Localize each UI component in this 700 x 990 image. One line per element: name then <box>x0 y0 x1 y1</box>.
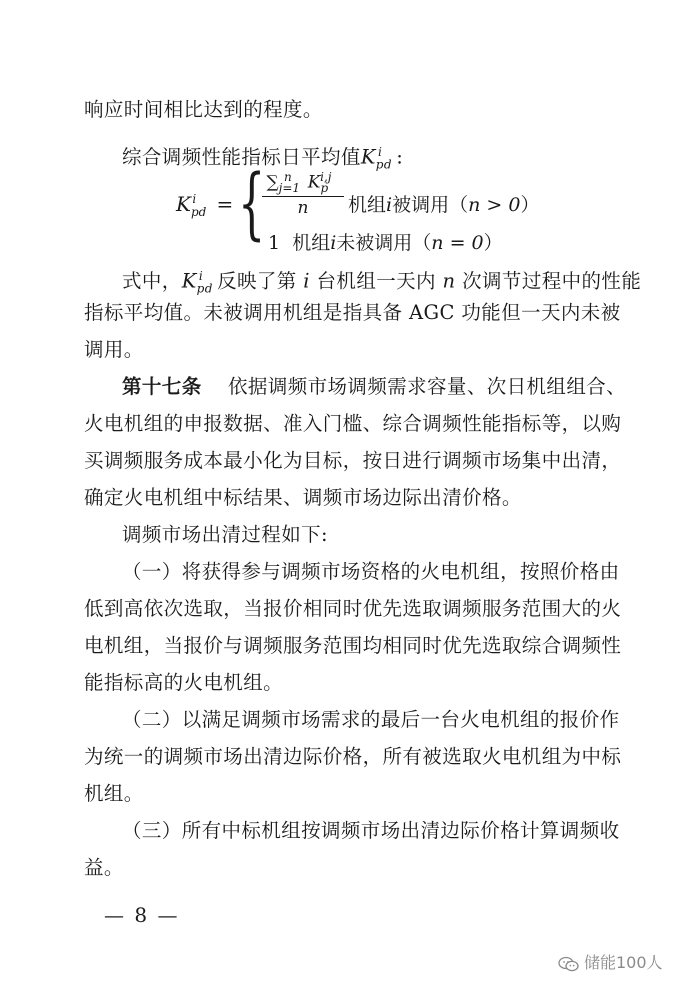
paragraph-line: （一）将获得参与调频市场资格的火电机组，按照价格由 <box>122 560 620 583</box>
paragraph-line: （三）所有中标机组按调频市场出清边际价格计算调频收 <box>122 819 620 842</box>
formula-case-1: 机组i被调用（n > 0） <box>348 194 540 216</box>
page-number: — 8 — <box>104 903 180 927</box>
paragraph-line: 调用。 <box>84 338 144 361</box>
article-line: 第十七条 依据调频市场调频需求容量、次日机组组合、 <box>122 375 627 398</box>
brace-icon: { <box>238 159 266 249</box>
paragraph-line: （二）以满足调频市场需求的最后一台火电机组的报价作 <box>122 708 620 731</box>
formula <box>150 159 610 254</box>
paragraph-line: 机组。 <box>84 782 144 805</box>
paragraph-line: 买调频服务成本最小化为目标，按日进行调频市场集中出清， <box>84 449 622 472</box>
paragraph-line: 确定火电机组中标结果、调频市场边际出清价格。 <box>84 486 522 509</box>
paragraph-line: 益。 <box>84 856 124 879</box>
formula-fraction: $\sum_{j=1}^n$ $K_p^{i,j}$ n <box>262 170 344 218</box>
article-title: 第十七条 <box>122 375 202 398</box>
paragraph-line: 能指标高的火电机组。 <box>84 671 284 694</box>
paragraph-line: 火电机组的申报数据、准入门槛、综合调频性能指标等，以购 <box>84 412 622 435</box>
paragraph-line: 调频市场出清过程如下: <box>122 523 328 546</box>
paragraph-line: 指标平均值。未被调用机组是指具备 AGC 功能但一天内未被 <box>84 301 621 324</box>
paragraph-line: 式中，$K_{pd}^i$ 反映了第 i 台机组一天内 n 次调节过程中的性能 <box>122 269 642 296</box>
watermark: 储能100人 <box>558 950 663 973</box>
paragraph-line: 响应时间相比达到的程度。 <box>84 98 323 121</box>
formula-lhs: $K_{pd}^i$ = <box>176 192 234 219</box>
paragraph-line: 电机组，当报价与调频服务范围均相同时优先选取综合调频性 <box>84 634 622 657</box>
wechat-icon <box>558 956 580 972</box>
formula-case-2: 1 机组i未被调用（n = 0） <box>268 232 503 254</box>
paragraph-line: 低到高依次选取，当报价相同时优先选取调频服务范围大的火 <box>84 597 622 620</box>
paragraph-line: 为统一的调频市场出清边际价格，所有被选取火电机组为中标 <box>84 745 622 768</box>
formula-intro: 综合调频性能指标日平均值$K_{pd}^i$ : <box>122 145 404 172</box>
